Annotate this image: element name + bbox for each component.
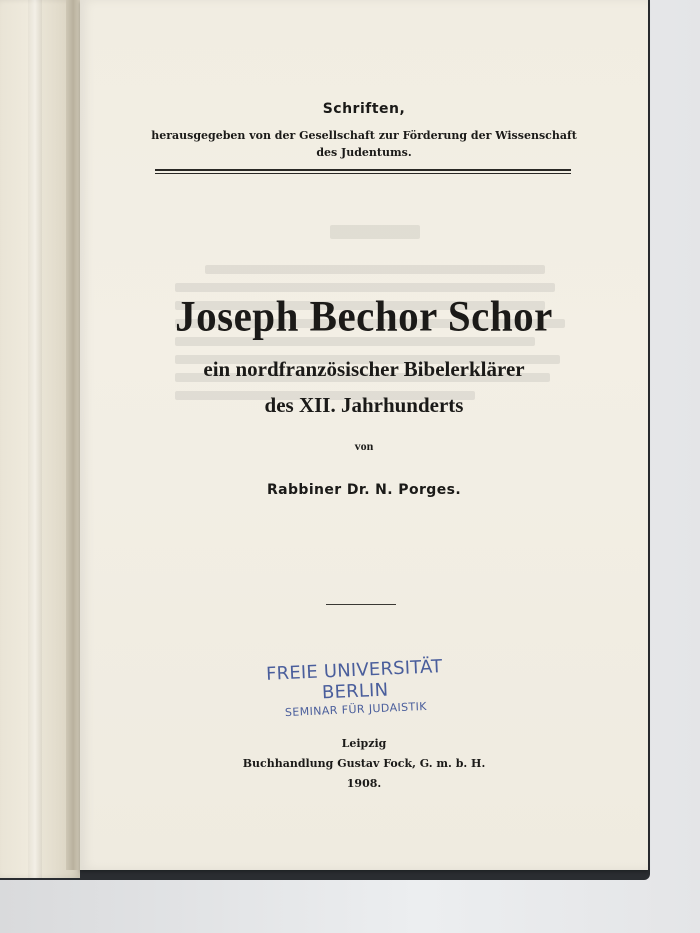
flyleaf-fold — [28, 0, 42, 878]
book-title: Joseph Bechor Schor — [175, 291, 553, 341]
book-subtitle-line-1: ein nordfranzösischer Bibelerklärer — [203, 357, 525, 381]
imprint-publisher: Buchhandlung Gustav Fock, G. m. b. H. — [242, 757, 486, 770]
stamp-institution: FREIE UNIVERSITÄT BERLIN — [265, 656, 443, 704]
double-rule-bottom — [155, 173, 571, 174]
book-subtitle-line-2: des XII. Jahrhunderts — [264, 393, 464, 417]
imprint-year: 1908. — [346, 777, 382, 790]
library-stamp — [239, 655, 471, 721]
series-publisher-line-2: des Judentums. — [316, 146, 412, 159]
imprint-place: Leipzig — [341, 737, 387, 750]
series-title: Schriften, — [322, 101, 406, 117]
stamp-department: SEMINAR FÜR JUDAISTIK — [284, 699, 428, 720]
by-word: von — [354, 439, 374, 453]
series-publisher-line: herausgegeben von der Gesellschaft zur Förderung der Wissenschaft — [151, 129, 577, 142]
short-divider — [326, 604, 396, 605]
title-page — [80, 0, 648, 870]
author-name: Rabbiner Dr. N. Porges. — [266, 482, 462, 498]
double-rule-top — [155, 169, 571, 171]
